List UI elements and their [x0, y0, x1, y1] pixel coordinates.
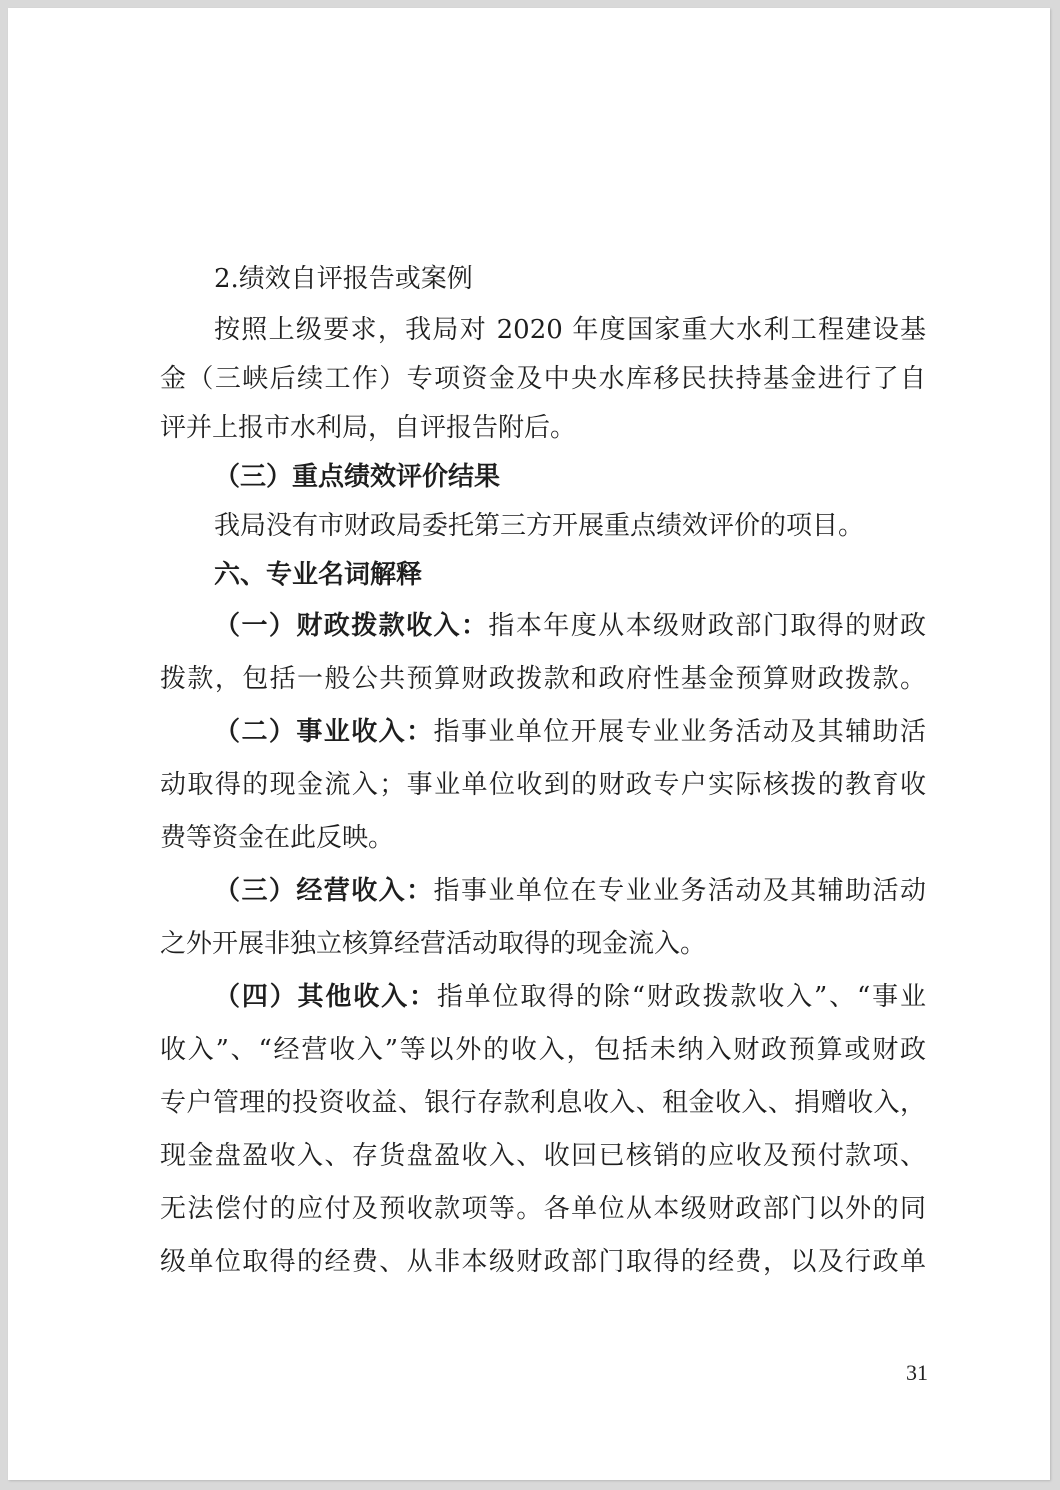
definition-line [214, 715, 926, 749]
paragraph-line: 费等资金在此反映。 [160, 823, 395, 853]
definition-line [214, 874, 926, 908]
definition-line [214, 609, 926, 643]
paragraph-line: 评并上报市水利局，自评报告附后。 [160, 413, 577, 443]
term-business-income: （二）事业收入： [214, 717, 434, 747]
definition-text: 指本年度从本级财政部门取得的财政 [488, 611, 926, 641]
paragraph-line: 现金盘盈收入、存货盘盈收入、收回已核销的应收及预付款项、 [160, 1141, 926, 1171]
paragraph-line: 之外开展非独立核算经营活动取得的现金流入。 [160, 929, 707, 959]
paragraph-line: 动取得的现金流入；事业单位收到的财政专户实际核拨的教育收 [160, 770, 926, 800]
paragraph-line: 金（三峡后续工作）专项资金及中央水库移民扶持基金进行了自 [160, 364, 926, 394]
paragraph-line: 收入”、“经营收入”等以外的收入，包括未纳入财政预算或财政 [160, 1035, 926, 1065]
paragraph-line: 拨款，包括一般公共预算财政拨款和政府性基金预算财政拨款。 [160, 664, 926, 694]
paragraph-line: 无法偿付的应付及预收款项等。各单位从本级财政部门以外的同 [160, 1194, 926, 1224]
term-fiscal-appropriation: （一）财政拨款收入： [214, 611, 489, 641]
paragraph-line: 级单位取得的经费、从非本级财政部门取得的经费，以及行政单 [160, 1247, 926, 1277]
page-number: 31 [906, 1360, 928, 1385]
paragraph-line: 专户管理的投资收益、银行存款利息收入、租金收入、捐赠收入， [160, 1088, 926, 1118]
definition-text: 指事业单位在专业业务活动及其辅助活动 [433, 876, 926, 906]
paragraph-line: 按照上级要求，我局对 2020 年度国家重大水利工程建设基 [214, 315, 926, 345]
section-heading-key-evaluation: （三）重点绩效评价结果 [214, 462, 501, 492]
term-other-income: （四）其他收入： [214, 982, 437, 1012]
definition-text: 指事业单位开展专业业务活动及其辅助活 [433, 717, 926, 747]
paragraph-line: 我局没有市财政局委托第三方开展重点绩效评价的项目。 [214, 511, 865, 541]
definition-text: 指单位取得的除“财政拨款收入”、“事业 [436, 982, 926, 1012]
document-page [8, 8, 1050, 1480]
section-heading-terms: 六、专业名词解释 [214, 560, 423, 590]
term-operating-income: （三）经营收入： [214, 876, 434, 906]
subheading-self-evaluation: 2.绩效自评报告或案例 [214, 264, 473, 294]
definition-line [214, 980, 926, 1014]
